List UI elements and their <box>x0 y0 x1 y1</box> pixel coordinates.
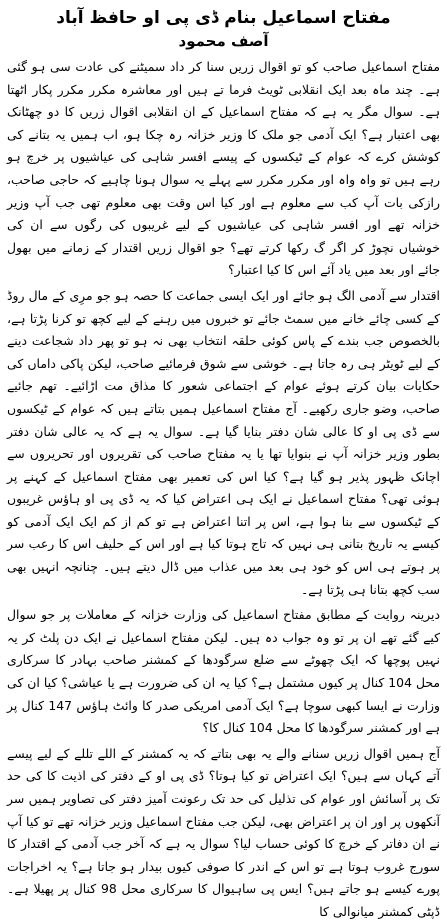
article-body <box>7 56 440 924</box>
paragraph: اقتدار سے آدمی الگ ہو جائے اور ایک ایسی جماعت کا حصہ ہو جو مرِی کے مال روڈ کے کسی چائے خانے میں سمٹ جائے تو خبروں میں رہنے کے لیے کچھ تو کرنا پڑتا ہے، بالخصوص جب بندے کے پاس کوئی حلقہ انتخاب بھی نہ ہو تو پھر داد شجاعت دینے کے لیے ٹویٹر ہی رہ جاتا ہے۔ خوشی سے شوق فرمائیے صاحب، لیکن پاکی داماں کی حکایات بیان کرتے ہوئے عوام کے اجتماعی شعور کا مذاق مت اڑائیے۔ تھم جائیے صاحب، وضو جاری رکھیے۔ آج مفتاح اسماعیل ہمیں بتاتے ہیں کہ عوام کے ٹیکسوں سے ڈی پی او کا عالی شان دفتر بنایا گیا ہے۔ سوال یہ ہے کہ یہ عالی شان دفتر بطور وزیر خزانہ آپ نے بنوایا تھا یا یہ مفتاح صاحب کی تقریروں اور تحریروں سے اچانک ظہور پذیر ہو گیا ہے؟ کیا اس کی تعمیر بھی مفتاح اسماعیل کے کہنے پر ہوئی تھی؟ مفتاح اسماعیل نے ایک ہی اعتراض کیا کہ یہ ڈی پی او ہاؤس غریبوں کے ٹیکسوں سے بنا ہوا ہے، اس پر اتنا اعتراض ہے تو کم از کم ایک ایک آدمی کو کیسے یہ تاریخ بتانی ہی نہیں کہ تاج ہوتا کیا ہے اور اس کے حلیف اس کا رعب سر پر ہوتے ہی اس کو خود ہی بعد میں عذاب میں ڈال دیتے ہیں۔ چنانچہ انہیں بھی سب کچھ بتانا ہی پڑتا ہے۔ <box>7 287 440 597</box>
paragraph: مفتاح اسماعیل صاحب کو تو اقوال زریں سنا کر داد سمیٹنے کی عادت سی ہو گئی ہے۔ چند ماہ بعد ایک انقلابی ٹویٹ فرما تے ہیں اور معاشرہ مکرر مکرر پکار اٹھتا ہے۔ سوال مگر یہ ہے کہ مفتاح اسماعیل کے ان انقلابی اقوال زریں کا دو چھٹانک بھی اعتبار ہے؟ ایک آدمی جو ملک کا وزیر خزانہ رہ چکا ہو، اب ہمیں یہ بتانے کی کوشش کرے کہ عوام کے ٹیکسوں کے پیسے افسر شاہی کی عیاشیوں پر خرچ ہو رہے ہیں تو واہ واہ اور مکرر مکرر سے پہلے یہ سوال ہونا چاہیے کہ حاجی صاحب، رازکی بات آپ کب سے معلوم ہے اور کیا اس وقت بھی معلوم تھی جب آپ وزیر خزانہ تھے اور افسر شاہی کی عیاشیوں کے لیے غریبوں کی رگوں سے ان کی خوشیاں نچوڑ کر اگر گ رکھا کرتے تھے؟ جو اقوال زریں اقتدار کے زمانے میں بھول جائے اور بعد میں یاد آئے اس کا کیا اعتبار؟ <box>7 59 440 278</box>
author-name: آصف محمود <box>178 32 269 50</box>
paragraph: دیرینہ روایت کے مطابق مفتاح اسماعیل کی وزارت خزانہ کے معاملات پر جو سوال کیے گئے تھے ان پر تو وہ جواب دہ ہیں۔ لیکن مفتاح اسماعیل نے ایک دن پلٹ کر یہ نہیں پوچھا کہ ایک چھوٹے سے ضلع سرگودھا کے کمشنر صاحب بہادر کا سرکاری محل 104 کنال پر کیوں مشتمل ہے؟ کیا یہ ان کی ضرورت ہے یا عیاشی؟ کیا ان کی وزارت نے ایسا کبھی سوچا ہے؟ ایک آدمی امریکی صدر کا وائٹ ہاؤس 147 کنال پر ہے اور کمشنر سرگودھا کا محل 104 کنال کا؟ <box>7 607 441 736</box>
paragraph: آج ہمیں اقوال زریں سنانے والے یہ بھی بتاتے کہ یہ کمشنر کے اللے تللے کے لیے پیسے آتے کہاں سے ہیں؟ ایک اعتراض تو کیا ہوتا؟ ڈی پی او کے دفتر کی اذیت کا کی حد تک پر آسائش اور عوام کی تذلیل کی حد تک رعونت آمیز دفتر کی تصاویر ہمیں سر آنکھوں پر اور ان پر اعتراض بھی، لیکن جب مفتاح اسماعیل وزیر خزانہ تھے تو کیا آپ نے ان دفاتر کے خرچ کا کوئی حساب لیا؟ سوال یہ ہے کہ آخر جب آدمی کے اقتدار کا سورج غروب ہوتا ہے تو اس کے اندر کا صوفی کیوں بیدار ہو جاتا ہے؟ یہ اخراجات پورے کیسے ہو جاتے ہیں؟ ایس پی ساہیوال کا سرکاری محل 98 کنال پر پھیلا ہے۔ ڈپٹی کمشنر میانوالی کا <box>7 745 440 919</box>
article-title: مفتاح اسماعیل بنام ڈی پی او حافظ آباد <box>56 8 391 28</box>
